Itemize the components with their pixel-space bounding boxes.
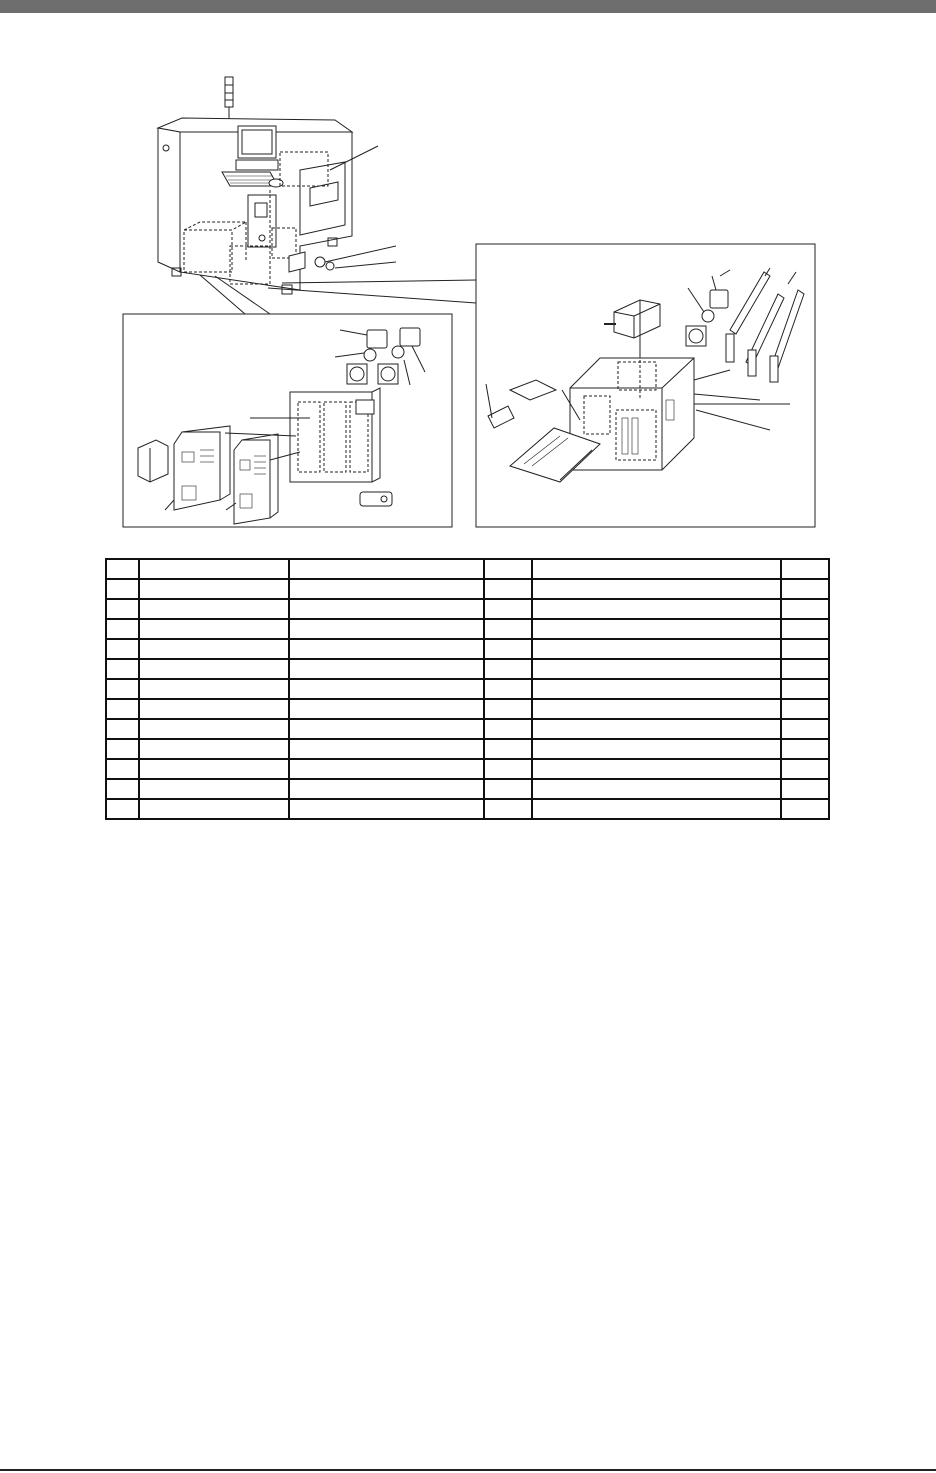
table-cell: [781, 739, 829, 759]
table-row: [106, 719, 829, 739]
table-cell: [484, 639, 532, 659]
table-cell: [106, 679, 139, 699]
parts-location-figure: [0, 0, 936, 540]
table-cell: [781, 799, 829, 819]
table-cell: [781, 759, 829, 779]
table-cell: [139, 579, 289, 599]
table-cell: [532, 699, 781, 719]
column-header: [139, 559, 289, 579]
table-cell: [106, 719, 139, 739]
table-cell: [781, 619, 829, 639]
table-cell: [139, 639, 289, 659]
table-cell: [532, 779, 781, 799]
table-row: [106, 619, 829, 639]
table-cell: [484, 779, 532, 799]
table-cell: [139, 619, 289, 639]
table-cell: [106, 659, 139, 679]
table-cell: [139, 699, 289, 719]
table-cell: [289, 739, 484, 759]
table-cell: [289, 619, 484, 639]
table-cell: [289, 639, 484, 659]
table-cell: [532, 599, 781, 619]
table-cell: [139, 719, 289, 739]
table-cell: [781, 659, 829, 679]
table-cell: [139, 779, 289, 799]
table-cell: [289, 699, 484, 719]
table-cell: [484, 759, 532, 779]
table-cell: [484, 699, 532, 719]
table-cell: [484, 619, 532, 639]
table-cell: [484, 659, 532, 679]
table-cell: [106, 739, 139, 759]
table-row: [106, 659, 829, 679]
table-cell: [289, 759, 484, 779]
table-row: [106, 739, 829, 759]
table-cell: [139, 679, 289, 699]
table-cell: [532, 619, 781, 639]
table-cell: [484, 679, 532, 699]
parts-table: [105, 558, 830, 820]
table-header-row: [106, 559, 829, 579]
table-cell: [139, 739, 289, 759]
table-cell: [484, 739, 532, 759]
table-cell: [289, 779, 484, 799]
table-cell: [484, 599, 532, 619]
table-cell: [532, 679, 781, 699]
table-cell: [289, 579, 484, 599]
table-cell: [781, 699, 829, 719]
table-cell: [139, 659, 289, 679]
table-cell: [532, 659, 781, 679]
table-cell: [781, 719, 829, 739]
table-row: [106, 699, 829, 719]
table-cell: [532, 639, 781, 659]
column-header: [106, 559, 139, 579]
footer-rule: [0, 1469, 936, 1471]
table-row: [106, 799, 829, 819]
table-cell: [106, 779, 139, 799]
machine-illustration: [158, 77, 476, 314]
table-cell: [289, 659, 484, 679]
table-cell: [289, 679, 484, 699]
table-cell: [532, 739, 781, 759]
table-cell: [532, 799, 781, 819]
table-cell: [781, 779, 829, 799]
table-row: [106, 779, 829, 799]
table-cell: [289, 799, 484, 819]
table-cell: [532, 759, 781, 779]
table-cell: [139, 759, 289, 779]
table-cell: [106, 639, 139, 659]
table-cell: [106, 799, 139, 819]
table-row: [106, 579, 829, 599]
table-cell: [781, 599, 829, 619]
table-cell: [532, 579, 781, 599]
column-header: [484, 559, 532, 579]
table-cell: [106, 579, 139, 599]
table-cell: [289, 599, 484, 619]
table-cell: [781, 579, 829, 599]
table-cell: [532, 719, 781, 739]
table-cell: [106, 619, 139, 639]
table-cell: [139, 799, 289, 819]
column-header: [532, 559, 781, 579]
table-row: [106, 759, 829, 779]
column-header: [289, 559, 484, 579]
table-cell: [781, 639, 829, 659]
table-cell: [484, 799, 532, 819]
table-cell: [106, 699, 139, 719]
table-cell: [781, 679, 829, 699]
table-cell: [139, 599, 289, 619]
column-header: [781, 559, 829, 579]
table-cell: [106, 759, 139, 779]
table-row: [106, 599, 829, 619]
table-cell: [289, 719, 484, 739]
table-row: [106, 679, 829, 699]
table-cell: [106, 599, 139, 619]
table-row: [106, 639, 829, 659]
table-cell: [484, 719, 532, 739]
table-cell: [484, 579, 532, 599]
